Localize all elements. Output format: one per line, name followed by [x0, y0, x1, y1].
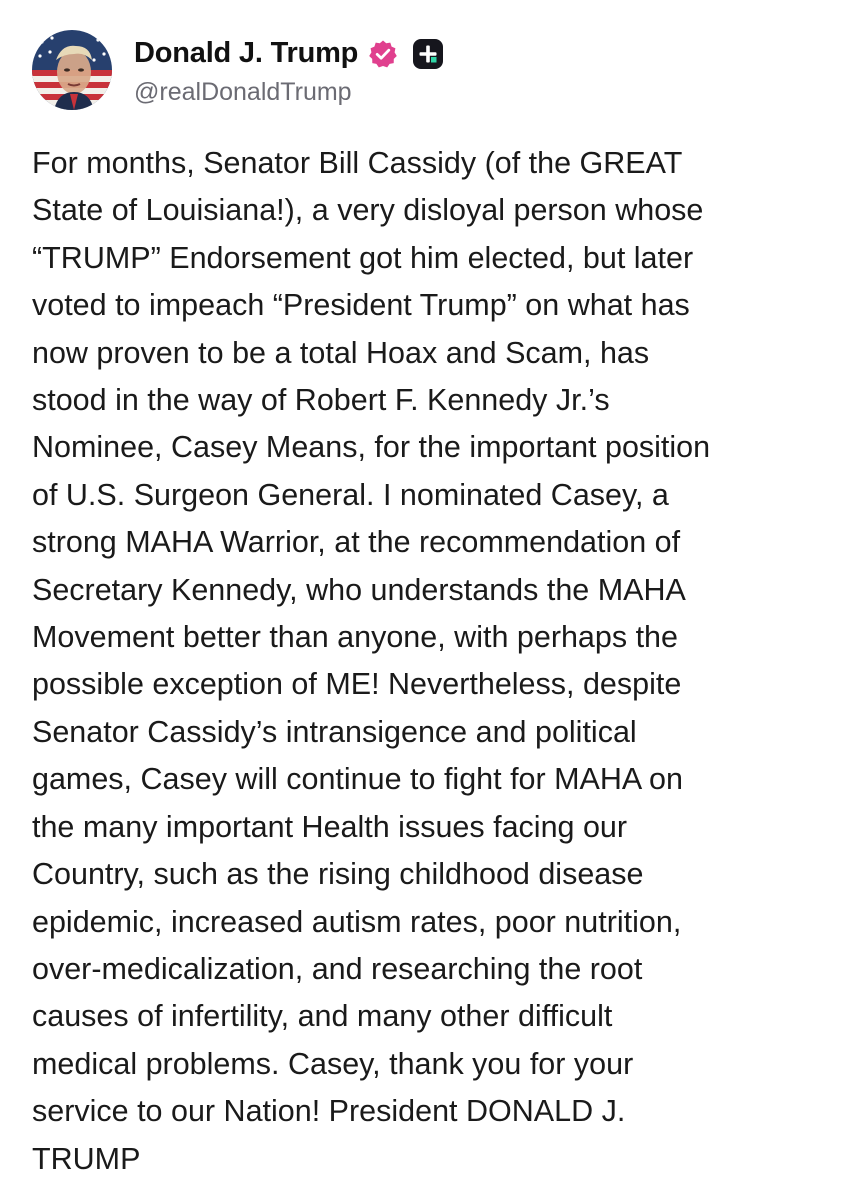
post-body-line: TRUMP — [32, 1141, 141, 1176]
name-row — [134, 34, 444, 74]
post-body-line: medical problems. Casey, thank you for your — [32, 1046, 634, 1081]
follow-plus-icon[interactable] — [412, 38, 444, 70]
post-body-line: Secretary Kennedy, who understands the MAHA — [32, 572, 686, 607]
post-body-line: epidemic, increased autism rates, poor nutrition, — [32, 904, 682, 939]
post-body-line: State of Louisiana!), a very disloyal person whose — [32, 193, 704, 228]
post-body — [32, 140, 832, 1183]
post-body-line: “TRUMP” Endorsement got him elected, but later — [32, 240, 694, 275]
post-body-line: now proven to be a total Hoax and Scam, has — [32, 335, 650, 370]
author-display-name[interactable]: Donald J. Trump — [134, 37, 359, 69]
post-body-line: service to our Nation! President DONALD J. — [32, 1094, 626, 1129]
post-body-line: stood in the way of Robert F. Kennedy Jr.’s — [32, 383, 610, 418]
post-body-line: causes of infertility, and many other difficult — [32, 999, 613, 1034]
post-body-line: Movement better than anyone, with perhaps the — [32, 620, 678, 655]
author-handle[interactable]: @realDonaldTrump — [134, 77, 352, 106]
post-body-line: over-medicalization, and researching the root — [32, 951, 643, 986]
author-identity — [134, 34, 444, 107]
post-header — [32, 28, 444, 112]
post-body-line: voted to impeach “President Trump” on what has — [32, 288, 690, 323]
post-body-line: Nominee, Casey Means, for the important position — [32, 430, 711, 465]
post-body-line: games, Casey will continue to fight for MAHA on — [32, 762, 683, 797]
post-body-line: possible exception of ME! Nevertheless, despite — [32, 667, 682, 702]
post-body-line: Senator Cassidy’s intransigence and political — [32, 714, 637, 749]
post-body-line: strong MAHA Warrior, at the recommendation of — [32, 525, 681, 560]
verified-badge-icon — [368, 39, 398, 69]
post-body-line: of U.S. Surgeon General. I nominated Casey, a — [32, 477, 669, 512]
avatar[interactable] — [32, 30, 112, 110]
post-body-line: the many important Health issues facing our — [32, 809, 628, 844]
post-body-line: For months, Senator Bill Cassidy (of the GREAT — [32, 146, 683, 180]
avatar-image — [32, 30, 112, 110]
post-body-line: Country, such as the rising childhood disease — [32, 857, 644, 892]
